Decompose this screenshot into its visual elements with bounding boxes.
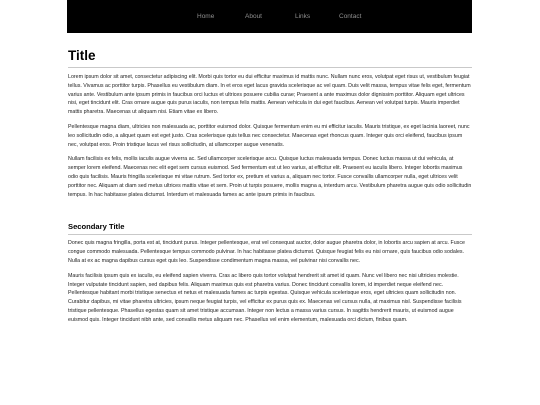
nav-link-contact[interactable]: Contact [339,13,362,20]
secondary-paragraph-1: Donec quis magna fringilla, porta est at, tincidunt purus. Integer pellentesque, erat vel consequat auctor, dolor augue pharetra dolor, in lobortis arcu sapien at arcu. Fusce congue commodo malesuada. Pellentesque tempus commodo pulvinar. In hac habitasse platea dictumst. Quisque feugiat felis eu nisi ornare, quis faucibus odio sodales. Nulla at ex ac magna dapibus cursus eget quis leo. Suspendisse condimentum magna massa, vel pulvinar nisi convallis nec. [68,240,465,264]
nav-link-links[interactable]: Links [295,13,311,20]
nav-link-home[interactable]: Home [197,13,215,20]
top-navigation-bar [67,0,472,33]
nav-link-about[interactable]: About [245,13,262,20]
main-content [68,47,472,331]
title-divider [68,67,472,68]
main-nav [67,12,472,22]
secondary-title: Secondary Title [68,222,125,232]
paragraph-3: Nullam facilisis ex felis, mollis iaculis augue viverra ac. Sed ullamcorper scelerisque arcu. Quisque luctus malesuada tempus. Donec luctus massa ut dui vehicula, at semper lorem eleifend. Maecenas nec elit eget sem cursus euismod. Sed fermentum est ut leo varius, at efficitur elit. Praesent eu iaculis libero. Integer lobortis maximus odio quis facilisis. Mauris fringilla scelerisque mi vitae rutrum. Sed tortor ex, pretium et varius a, aliquam nec tortor. Fusce convallis ullamcorper nulla, eget ultrices velit porttitor nec. Aliquam at diam sed metus ultrices mattis vitae et sem. Proin ut turpis posuere, mollis magna a, interdum arcu. Vestibulum pharetra augue quis odio sollicitudin tempus. In hac habitasse platea dictumst. Interdum et malesuada fames ac ante ipsum primis in faucibus. [68,156,472,198]
paragraph-1: Lorem ipsum dolor sit amet, consectetur adipiscing elit. Morbi quis tortor eu dui efficitur maximus id mattis nunc. Nullam nunc eros, volutpat eget risus ut, vestibulum feugiat tellus. Vivamus ac porttitor turpis. Phasellus eu vestibulum diam. In et eros eget lacus gravida scelerisque ac vel quam. Duis velit massa, tempus vitae felis eget, fermentum varius ante. Vestibulum ante ipsum primis in faucibus orci luctus et ultrices posuere cubilia curae; Praesent a ante maximus dolor dignissim porttitor. Aliquam eget ultrices nisi, eget tincidunt elit. Cras ornare augue quis purus iaculis, non tempus felis mattis. Aenean vehicula in dui eget faucibus. Aenean vel volutpat turpis. Mauris imperdiet mattis pharetra. Maecenas ut aliquam nisi. Etiam vitae ex libero. [68,74,471,116]
secondary-paragraph-2: Mauris facilisis ipsum quis ex iaculis, eu eleifend sapien viverra. Cras ac libero quis tortor volutpat hendrerit sit amet id quam. Nunc vel libero nec nisi ultricies molestie. Integer vulputate tincidunt sapien, sed dapibus felis. Aliquam maximus quis est pharetra varius. Donec tincidunt convallis lorem, id imperdiet neque eleifend nec. Pellentesque habitant morbi tristique senectus et netus et malesuada fames ac turpis egestas. Quisque vehicula scelerisque eros, eget ultricies quam sollicitudin non. Curabitur dapibus, mi vitae pharetra ultricies, ipsum neque feugiat turpis, vel efficitur ex purus quis ex. Maecenas vel cursus nulla, at maximus nisl. Suspendisse facilisis tristique pellentesque. Phasellus egestas quam sit amet tristique accumsan. Integer non lectus a massa varius cursus. In sagittis hendrerit mauris, ut euismod augue euismod quis. Integer tincidunt nibh ante, sed convallis metus aliquam nec. Phasellus vel enim elementum, malesuada orci dictum, finibus quam. [68,272,462,323]
secondary-title-divider [68,234,472,235]
paragraph-2: Pellentesque magna diam, ultricies non malesuada ac, porttitor euismod dolor. Quisque fermentum enim eu mi efficitur iaculis. Mauris tristique, ex eget lacinia laoreet, nunc leo sollicitudin odio, a aliquet quam est eget justo. Cras scelerisque quis tellus nec consectetur. Maecenas eget rhoncus quam. Integer quis orci eleifend, faucibus ipsum nec, volutpat eros. Proin tristique lacus vel risus sollicitudin, at ullamcorper augue venenatis. [68,123,470,148]
page-title: Title [68,48,96,63]
